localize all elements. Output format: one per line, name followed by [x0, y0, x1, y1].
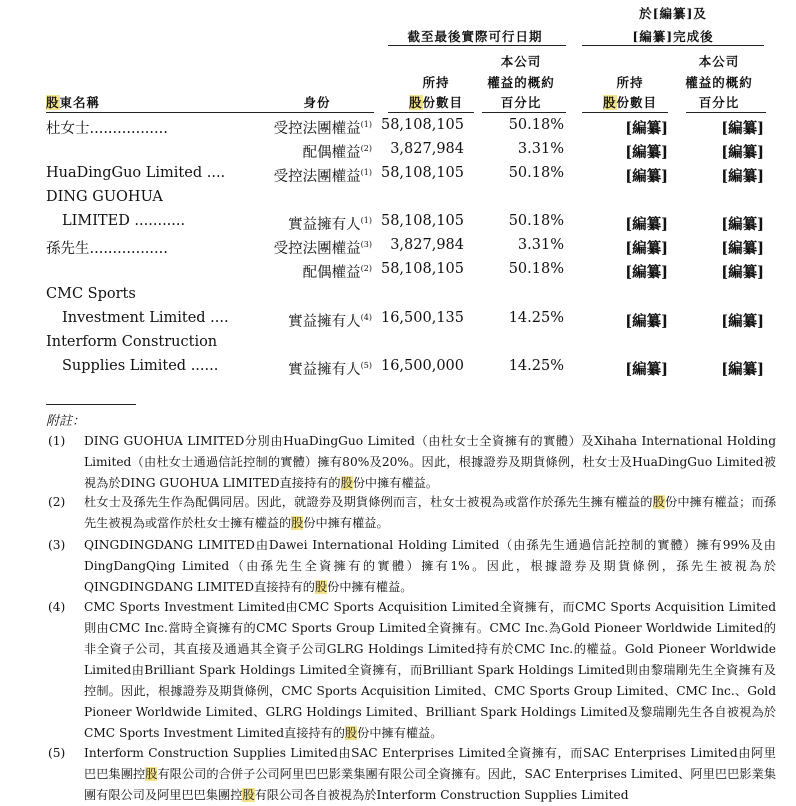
table-row	[0, 141, 796, 163]
table-row	[0, 286, 796, 308]
shareholder-header: 股東名稱	[46, 95, 101, 110]
shares-held: 58,108,105	[380, 165, 464, 181]
table-row	[0, 165, 796, 187]
after-percentage: [編纂]	[721, 168, 764, 185]
percentage: 14.25%	[508, 358, 564, 374]
after-percentage: [編纂]	[721, 313, 764, 330]
percentage: 3.31%	[517, 237, 564, 253]
after-shares: [編纂]	[625, 144, 668, 161]
shareholder-name: Supplies Limited ......	[62, 358, 219, 374]
group2-header-line2: [編纂]完成後	[632, 29, 714, 44]
notes-rule	[46, 404, 136, 405]
shares-held: 58,108,105	[380, 261, 464, 277]
capacity: 實益擁有人$^{(4)}$	[288, 313, 372, 330]
capacity-header: 身份	[303, 95, 331, 110]
capacity: 實益擁有人$^{(1)}$	[288, 216, 372, 233]
after-shares: [編纂]	[625, 313, 668, 330]
table-row	[0, 189, 796, 211]
note-2: (2) 杜女士及孫先生作為配偶同居。因此，就證券及期貨條例而言，杜女士被視為或當作於孫先生擁有權益的股份中擁有權益；而孫先生被視為或當作於杜女士擁有權益的股份中擁有權益。	[48, 495, 777, 530]
percentage: 50.18%	[508, 117, 564, 133]
shareholder-name: Investment Limited ....	[62, 310, 229, 326]
shareholder-name: HuaDingGuo Limited ....	[46, 165, 226, 181]
percentage: 50.18%	[508, 165, 564, 181]
header-rule-left	[46, 112, 374, 113]
table-row	[0, 334, 796, 356]
capacity: 受控法團權益$^{(1)}$	[273, 120, 372, 137]
header-rule-after-pct	[686, 112, 766, 113]
pct-header-line2: 權益的概約	[487, 75, 555, 90]
capacity: 配偶權益$^{(2)}$	[302, 144, 372, 161]
shares-held: 16,500,135	[380, 310, 464, 326]
notes-title: 附註：	[46, 414, 86, 429]
table-row	[0, 358, 796, 380]
after-shares: [編纂]	[625, 216, 668, 233]
shares-held: 58,108,105	[380, 213, 464, 229]
group2-header-line1: 於[編纂]及	[639, 6, 707, 21]
after-shares: [編纂]	[625, 240, 668, 257]
header-rule-shares	[388, 112, 474, 113]
note-5: (5) Interform Construction Supplies Limited由SAC Enterprises Limited全資擁有，而SAC Enterprises Limited由阿里巴巴集團控股有限公司的合併子公司阿里巴巴影業集團有限公司全資擁有。因此，SAC Enterprises Limited、阿里巴巴影業集團有限公司及阿里巴巴集團控股有限公司各自被視為於Interform Construction Supplies Limited	[48, 746, 777, 802]
after-percentage: [編纂]	[721, 240, 764, 257]
after-percentage: [編纂]	[721, 120, 764, 137]
after-percentage: [編纂]	[721, 144, 764, 161]
table-row	[0, 117, 796, 139]
after-percentage: [編纂]	[721, 361, 764, 378]
after-pct-header-line1: 本公司	[698, 54, 740, 69]
after-percentage: [編纂]	[721, 264, 764, 281]
header-rule-after-shares	[582, 112, 668, 113]
group2-rule	[582, 45, 764, 46]
shares-held: 3,827,984	[390, 237, 464, 253]
shareholder-name: 杜女士.................	[46, 121, 168, 137]
after-shares-header-line1: 所持	[616, 75, 644, 90]
capacity: 配偶權益$^{(2)}$	[302, 264, 372, 281]
pct-header-line1: 本公司	[500, 54, 542, 69]
percentage: 3.31%	[517, 141, 564, 157]
table-row	[0, 237, 796, 259]
group1-rule	[388, 45, 566, 46]
capacity: 受控法團權益$^{(1)}$	[273, 168, 372, 185]
shares-held: 16,500,000	[380, 358, 464, 374]
note-1: (1) DING GUOHUA LIMITED分別由HuaDingGuo Limited（由杜女士全資擁有的實體）及Xihaha International Holding Limited（由杜女士通過信託控制的實體）擁有80%及20%。因此，根據證券及期貨條例，杜女士及HuaDingGuo Limited被視為於DING GUOHUA LIMITED直接持有的股份中擁有權益。	[48, 434, 776, 490]
capacity: 實益擁有人$^{(5)}$	[288, 361, 372, 378]
percentage: 50.18%	[508, 261, 564, 277]
after-shares: [編纂]	[625, 168, 668, 185]
pct-header-line3: 百分比	[500, 95, 542, 110]
table-row	[0, 310, 796, 332]
header-rule-pct	[482, 112, 566, 113]
after-pct-header-line2: 權益的概約	[685, 75, 753, 90]
after-pct-header-line3: 百分比	[698, 95, 740, 110]
table-row	[0, 261, 796, 283]
shareholder-name: DING GUOHUA	[46, 189, 163, 205]
after-shares: [編纂]	[625, 361, 668, 378]
after-percentage: [編纂]	[721, 216, 764, 233]
after-shares: [編纂]	[625, 264, 668, 281]
shares-header-line1: 所持	[422, 75, 450, 90]
percentage: 14.25%	[508, 310, 564, 326]
note-4: (4) CMC Sports Investment Limited由CMC Sports Acquisition Limited全資擁有，而CMC Sports Acquisition Limited則由CMC Inc.當時全資擁有的CMC Sports Group Limited全資擁有。CMC Inc.為Gold Pioneer Worldwide Limited的非全資子公司，其直接及通過其全資子公司GLRG Holdings Limited持有於CMC Inc.的權益。Gold Pioneer Worldwide Limited由Brilliant Spark Holdings Limited全資擁有，而Brilliant Spark Holdings Limited則由黎瑞剛先生全資擁有及控制。因此，根據證券及期貨條例，CMC Sports Acquisition Limited、CMC Sports Group Limited、CMC Inc.、Gold Pioneer Worldwide Limited、GLRG Holdings Limited、Brilliant Spark Holdings Limited及黎瑞剛先生各自被視為於CMC Sports Investment Limited直接持有的股份中擁有權益。	[48, 600, 776, 740]
shares-held: 3,827,984	[390, 141, 464, 157]
table-row	[0, 213, 796, 235]
shareholder-name: CMC Sports	[46, 286, 136, 302]
percentage: 50.18%	[508, 213, 564, 229]
shares-header-line2: 股份數目	[408, 95, 464, 110]
shareholder-name: 孫先生.................	[46, 241, 168, 257]
group1-header: 截至最後實際可行日期	[407, 29, 543, 44]
shareholder-name: Interform Construction	[46, 334, 218, 350]
after-shares: [編纂]	[625, 120, 668, 137]
shareholder-name: LIMITED ...........	[62, 213, 186, 229]
note-3: (3) QINGDINGDANG LIMITED由Dawei International Holding Limited（由孫先生通過信託控制的實體）擁有99%及由DingDangQing Limited（由孫先生全資擁有的實體）擁有1%。因此，根據證券及期貨條例，孫先生被視為於QINGDINGDANG LIMITED直接持有的股份中擁有權益。	[48, 538, 776, 594]
capacity: 受控法團權益$^{(3)}$	[273, 240, 372, 257]
shares-held: 58,108,105	[380, 117, 464, 133]
after-shares-header-line2: 股份數目	[602, 95, 658, 110]
